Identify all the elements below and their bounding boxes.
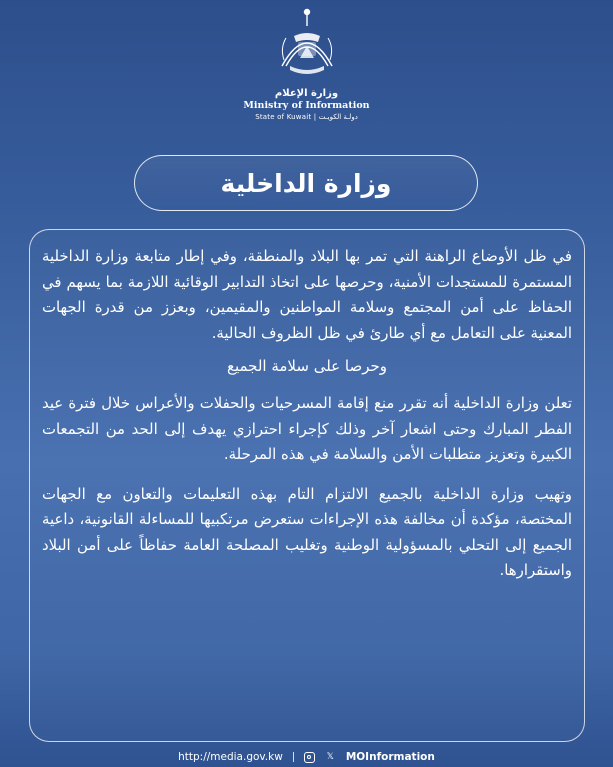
paragraph-1: في ظل الأوضاع الراهنة التي تمر بها البلاد والمنطقة، وفي إطار متابعة وزارة الداخلية المستمرة للمستجدات الأمنية، وحرصها على اتخاذ التدابير الوقائية اللازمة بما يسهم في الحفاظ على أمن المجتمع وسلامة المواطنين والمقيمين، وبعزز من قدرة الجهات المعنية على التعامل مع أي طارئ في ظل الظروف الحالية. <box>42 247 572 342</box>
footer <box>0 748 613 766</box>
title-box <box>134 155 478 211</box>
social-handle[interactable]: MOInformation <box>345 751 435 763</box>
logo-name-en: Ministry of Information <box>243 100 370 111</box>
logo-area <box>0 8 613 122</box>
page-title: وزارة الداخلية <box>220 168 392 198</box>
paragraph-2: تعلن وزارة الداخلية أنه تقرر منع إقامة المسرحيات والحفلات والأعراس خلال فترة عيد الفطر المبارك وحتى اشعار آخر وذلك كإجراء احترازي يهدف إلى الحد من التجمعات الكبيرة وتعزيز متطلبات الأمن والسلامة في هذه المرحلة. <box>42 394 572 463</box>
logo-state-en: State of Kuwait <box>255 113 312 121</box>
spacer <box>42 468 572 482</box>
logo-name-ar: وزارة الإعلام <box>274 88 339 99</box>
kuwait-emblem-icon <box>272 8 342 88</box>
subheading: وحرصا على سلامة الجميع <box>226 357 388 375</box>
website-link[interactable]: http://media.gov.kw <box>178 751 283 763</box>
x-icon[interactable]: 𝕏 <box>326 751 334 762</box>
paragraph-3: وتهيب وزارة الداخلية بالجميع الالتزام التام بهذه التعليمات والتعاون مع الجهات المختصة، مؤكدة أن مخالفة هذه الإجراءات ستعرض مرتكبيها للمساءلة القانونية، داعية الجميع إلى التحلي بالمسؤولية الوطنية وتغليب المصلحة العامة حفاظاً على أمن البلاد واستقرارها. <box>42 484 572 579</box>
logo-state-separator: | <box>313 113 319 121</box>
footer-divider <box>293 752 294 762</box>
logo-state <box>0 112 613 122</box>
logo-state-ar: دولـة الكويـت <box>318 113 358 121</box>
announcement-box <box>29 229 585 742</box>
instagram-icon[interactable] <box>304 752 315 763</box>
